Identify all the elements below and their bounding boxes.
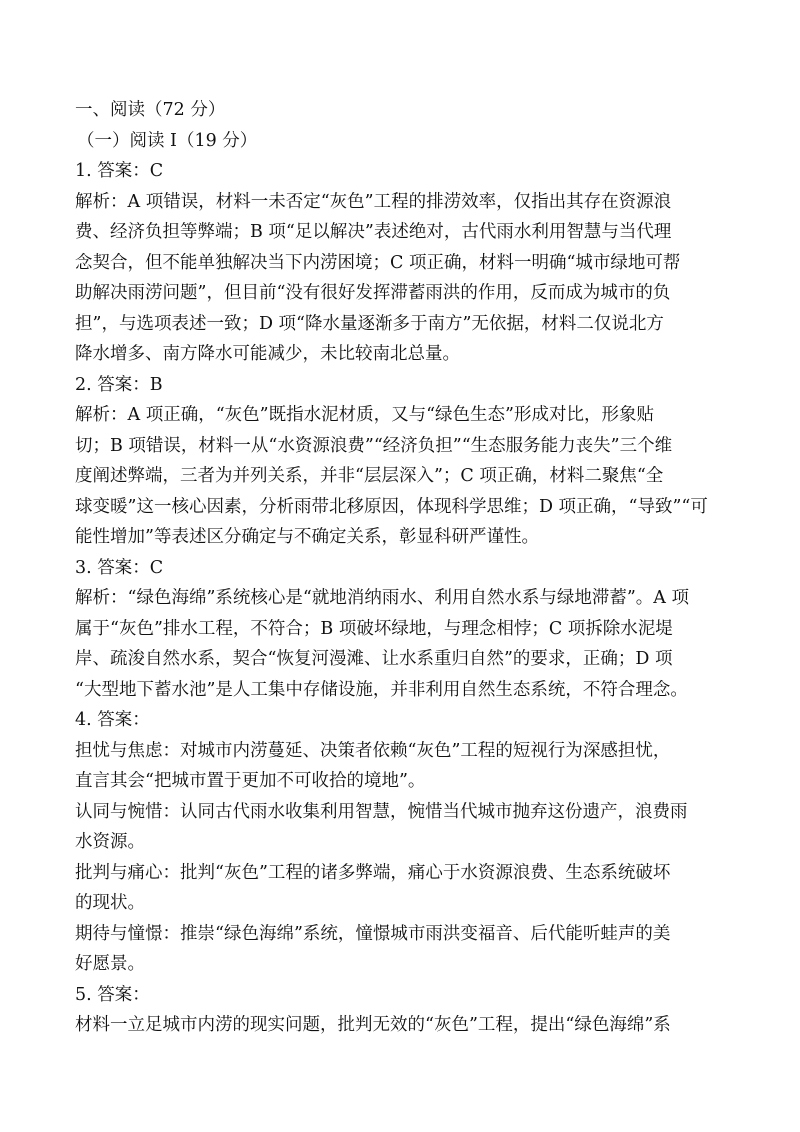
text-line: 批判与痛心：批判“灰色”工程的诸多弊端，痛心于水资源浪费、生态系统破坏 [75, 862, 671, 883]
text-line: 能性增加”等表述区分确定与不确定关系，彰显科研严谨性。 [75, 527, 539, 547]
text-line: 担”，与选项表述一致；D 项“降水量逐渐多于南方”无依据，材料二仅说北方 [75, 313, 664, 334]
text-line: 认同与惋惜：认同古代雨水收集利用智慧，惋惜当代城市抛弃这份遗产，浪费雨 [75, 801, 688, 822]
text-line: 4. 答案： [75, 710, 150, 730]
text-line: 好愿景。 [75, 954, 145, 974]
text-line: 直言其会“把城市置于更加不可收拾的境地”。 [75, 771, 426, 791]
text-line: 解析：A 项错误，材料一未否定“灰色”工程的排涝效率，仅指出其存在资源浪 [75, 191, 672, 212]
text-line: 期待与憧憬：推崇“绿色海绵”系统，憧憬城市雨洪变福音、后代能听蛙声的美 [75, 923, 671, 944]
text-line: 助解决雨涝问题”，但目前“没有很好发挥滞蓄雨洪的作用，反而成为城市的负 [75, 283, 671, 303]
text-line: 的现状。 [75, 893, 145, 913]
text-line: 解析：A 项正确，“灰色”既指水泥材质，又与“绿色生态”形成对比，形象贴 [75, 405, 654, 425]
text-line: 5. 答案： [75, 984, 150, 1005]
text-line: “大型地下蓄水池”是人工集中存储设施，并非利用自然生态系统，不符合理念。 [75, 679, 688, 700]
answer-body [75, 156, 735, 1041]
text-line: 降水增多、南方降水可能减少，未比较南北总量。 [75, 344, 460, 364]
text-line: 材料一立足城市内涝的现实问题，批判无效的“灰色”工程，提出“绿色海绵”系 [75, 1015, 671, 1035]
text-line: 解析：“绿色海绵”系统核心是“就地消纳雨水、利用自然水系与绿地滞蓄”。A 项 [75, 588, 689, 608]
text-line: 2. 答案：B [75, 374, 163, 395]
text-line: 度阐述弊端，三者为并列关系，并非“层层深入”；C 项正确，材料二聚焦“全 [75, 466, 664, 486]
subsection-title: （一）阅读 I（19 分） [77, 130, 258, 151]
text-line: 水资源。 [75, 832, 145, 852]
text-line: 3. 答案：C [75, 557, 164, 578]
text-line: 1. 答案：C [75, 161, 164, 181]
text-line: 属于“灰色”排水工程，不符合；B 项破坏绿地，与理念相悖；C 项拆除水泥堤 [75, 618, 673, 639]
answer-document [75, 95, 735, 1041]
text-line: 切；B 项错误，材料一从“水资源浪费”“经济负担”“生态服务能力丧失”三个维 [75, 435, 673, 456]
text-line: 念契合，但不能单独解决当下内涝困境；C 项正确，材料一明确“城市绿地可帮 [75, 252, 681, 273]
text-line: 担忧与焦虑：对城市内涝蔓延、决策者依赖“灰色”工程的短视行为深感担忧， [75, 740, 671, 761]
text-line: 球变暖”这一核心因素，分析雨带北移原因，体现科学思维；D 项正确，“导致”“可 [75, 496, 708, 517]
text-line: 岸、疏浚自然水系，契合“恢复河漫滩、让水系重归自然”的要求，正确；D 项 [75, 649, 673, 669]
text-line: 费、经济负担等弊端；B 项“足以解决”表述绝对，古代雨水利用智慧与当代理 [75, 222, 672, 242]
section-title: 一、阅读（72 分） [75, 100, 226, 120]
